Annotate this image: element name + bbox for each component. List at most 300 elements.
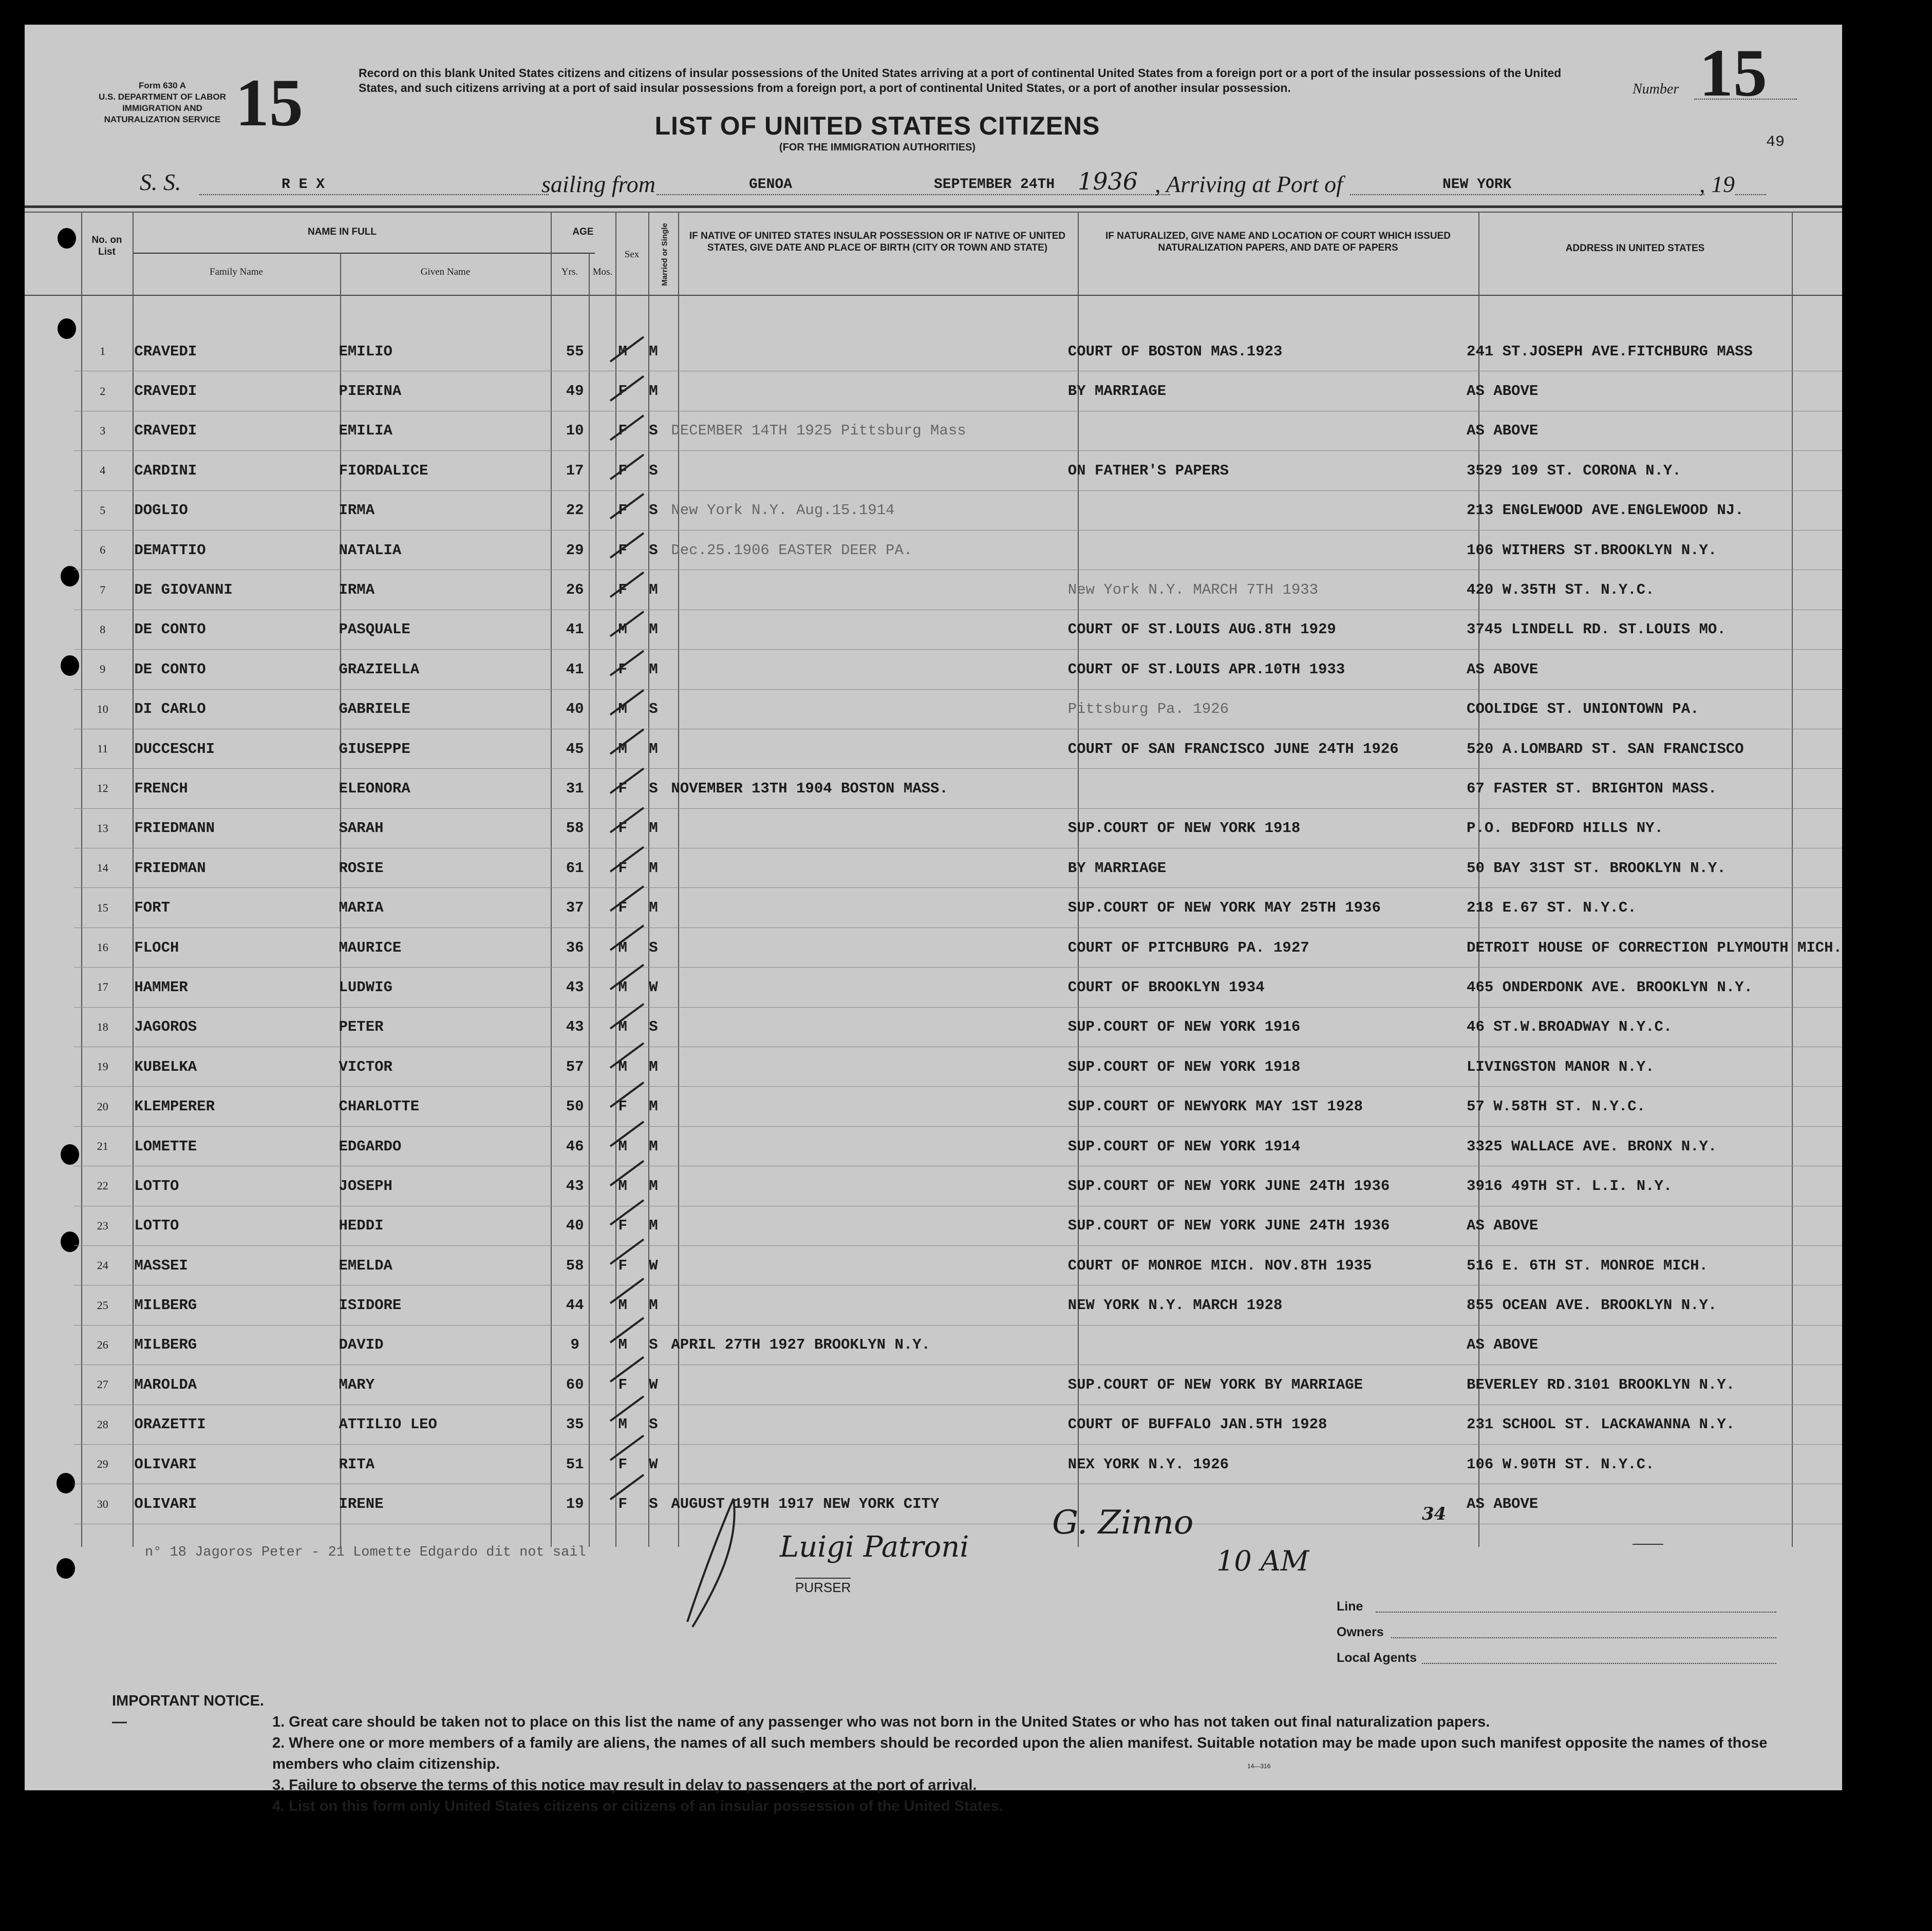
us-address: 106 WITHERS ST.BROOKLYN N.Y. [1464, 530, 1842, 570]
age-years: 60 [543, 1365, 606, 1405]
stamp-number-right: 15 [1699, 35, 1767, 110]
age-years: 19 [543, 1484, 606, 1524]
us-address: 465 ONDERDONK AVE. BROOKLYN N.Y. [1464, 968, 1842, 1007]
row-number: 11 [74, 729, 131, 768]
page-title: LIST OF UNITED STATES CITIZENS [654, 111, 1100, 140]
table-row [74, 610, 1842, 649]
us-address: AS ABOVE [1464, 1206, 1842, 1245]
naturalization-info: COURT OF BROOKLYN 1934 [1065, 968, 1464, 1007]
sex: F [607, 490, 639, 530]
port-underline [1350, 192, 1704, 195]
birth-info [668, 610, 1064, 649]
table-row [74, 1405, 1842, 1444]
corner-number: 49 [1766, 134, 1785, 151]
check-mark [610, 533, 644, 558]
table-row [74, 808, 1842, 848]
row-number: 30 [74, 1484, 131, 1524]
table-row [74, 1047, 1842, 1087]
us-address: 3745 LINDELL RD. ST.LOUIS MO. [1464, 610, 1842, 649]
check-mark [610, 925, 644, 950]
family-name: MILBERG [131, 1285, 335, 1325]
row-number: 12 [74, 769, 131, 808]
intro-text: Record on this blank United States citizens and citizens of insular possessions of the United States arriving at a port of continental United States from a foreign port or a port of the insular possessions of the United States, and such citizens arriving at a port of said insular possessions from a foreign port, a port of continental United States, or a port of another insular possession. [359, 66, 1562, 94]
family-name: FRENCH [131, 769, 335, 808]
sailing-date: SEPTEMBER 24TH [934, 177, 1055, 193]
given-name: CHARLOTTE [336, 1087, 543, 1126]
naturalization-info: SUP.COURT OF NEW YORK 1918 [1065, 1047, 1464, 1087]
table-row [74, 371, 1842, 411]
check-mark [610, 768, 644, 793]
check-mark [610, 690, 644, 715]
row-number: 25 [74, 1285, 131, 1325]
sex: F [607, 451, 639, 490]
sex: F [607, 411, 639, 450]
family-name: FLOCH [131, 927, 335, 967]
marital-status: M [639, 1126, 668, 1166]
check-mark [610, 1122, 644, 1146]
table-row [74, 888, 1842, 927]
form-number: Form 630 A [139, 81, 186, 90]
birth-info: New York N.Y. Aug.15.1914 [668, 490, 1064, 530]
check-mark [610, 729, 644, 754]
family-name: CARDINI [131, 451, 335, 490]
marital-status: M [639, 610, 668, 649]
family-name: KUBELKA [131, 1047, 335, 1087]
check-mark [610, 886, 644, 911]
sex: M [607, 1007, 639, 1047]
marital-status: M [639, 888, 668, 927]
age-years: 43 [543, 1166, 606, 1206]
line-label: Line [1337, 1599, 1363, 1614]
date-underline [656, 192, 1170, 195]
sex: M [607, 1285, 639, 1325]
given-name: VICTOR [336, 1047, 543, 1087]
check-mark [610, 847, 644, 872]
col-address-head: ADDRESS IN UNITED STATES [1565, 243, 1705, 254]
check-mark [610, 964, 644, 989]
line-underline [1376, 1610, 1776, 1613]
row-number: 27 [74, 1365, 131, 1405]
us-address: 67 FASTER ST. BRIGHTON MASS. [1464, 769, 1842, 808]
check-mark [610, 808, 644, 832]
age-years: 40 [543, 1206, 606, 1245]
owners-label: Owners [1337, 1625, 1384, 1639]
passenger-table [74, 332, 1842, 1524]
row-number: 9 [74, 650, 131, 689]
form-id [80, 80, 245, 125]
sex: F [607, 888, 639, 927]
family-name: OLIVARI [131, 1484, 335, 1524]
us-address: AS ABOVE [1464, 371, 1842, 411]
naturalization-info: COURT OF BUFFALO JAN.5TH 1928 [1065, 1405, 1464, 1444]
birth-info [668, 1405, 1064, 1444]
sex: F [607, 808, 639, 848]
us-address: 231 SCHOOL ST. LACKAWANNA N.Y. [1464, 1405, 1842, 1444]
sex: M [607, 1047, 639, 1087]
birth-info: APRIL 27TH 1927 BROOKLYN N.Y. [668, 1325, 1064, 1365]
given-name: MARIA [336, 888, 543, 927]
birth-info [668, 570, 1064, 610]
table-row [74, 968, 1842, 1007]
birth-info [668, 808, 1064, 848]
naturalization-info: SUP.COURT OF NEW YORK 1918 [1065, 808, 1464, 848]
check-mark [610, 1318, 644, 1342]
count-mark: 34 [1422, 1504, 1447, 1524]
given-name: GRAZIELLA [336, 650, 543, 689]
table-row [74, 1007, 1842, 1047]
sex: M [607, 1325, 639, 1365]
birth-info [668, 1245, 1064, 1285]
age-years: 61 [543, 848, 606, 888]
number-label: Number [1633, 81, 1679, 97]
row-number: 16 [74, 927, 131, 967]
row-number: 21 [74, 1126, 131, 1166]
check-mark [610, 376, 644, 401]
family-name: DOGLIO [131, 490, 335, 530]
port-to: NEW YORK [1442, 177, 1512, 193]
sex: F [607, 1444, 639, 1484]
family-name: DUCCESCHI [131, 729, 335, 768]
table-row [74, 1285, 1842, 1325]
age-years: 10 [543, 411, 606, 450]
col-naturalized-head: IF NATURALIZED, GIVE NAME AND LOCATION OF COURT WHICH ISSUED NATURALIZATION PAPERS, AND DATE OF PAPERS [1105, 231, 1451, 253]
given-name: EMILIA [336, 411, 543, 450]
notice-item-3: 3. Failure to observe the terms of this notice may result in delay to passengers at the port of arrival. [272, 1777, 977, 1793]
age-years: 40 [543, 689, 606, 729]
given-name: RITA [336, 1444, 543, 1484]
naturalization-info: COURT OF PITCHBURG PA. 1927 [1065, 927, 1464, 967]
sailing-label: sailing from [541, 171, 655, 197]
stamp-number-left: 15 [235, 65, 303, 140]
family-name: ORAZETTI [131, 1405, 335, 1444]
check-mark [610, 1161, 644, 1185]
row-number: 22 [74, 1166, 131, 1206]
table-row [74, 650, 1842, 689]
naturalization-info: SUP.COURT OF NEW YORK MAY 25TH 1936 [1065, 888, 1464, 927]
row-number: 8 [74, 610, 131, 649]
family-name: CRAVEDI [131, 371, 335, 411]
sex: M [607, 1166, 639, 1206]
owners-underline [1391, 1635, 1776, 1638]
table-row [74, 332, 1842, 371]
col-native-head: IF NATIVE OF UNITED STATES INSULAR POSSESSION OR IF NATIVE OF UNITED STATES, GIVE DATE AND PLACE OF BIRTH (CITY OR TOWN AND STATE) [689, 231, 1066, 253]
age-years: 31 [543, 769, 606, 808]
naturalization-info: SUP.COURT OF NEW YORK JUNE 24TH 1936 [1065, 1206, 1464, 1245]
col-no-head: No. on List [91, 235, 122, 257]
naturalization-info [1065, 411, 1464, 450]
given-name: PASQUALE [336, 610, 543, 649]
birth-info [668, 968, 1064, 1007]
table-row [74, 1206, 1842, 1245]
year-label: , 19 [1699, 171, 1735, 197]
sex: F [607, 1484, 639, 1524]
given-name: IRMA [336, 490, 543, 530]
age-years: 26 [543, 570, 606, 610]
family-name: DI CARLO [131, 689, 335, 729]
row-number: 24 [74, 1245, 131, 1285]
birth-info [668, 1365, 1064, 1405]
given-name: FIORDALICE [336, 451, 543, 490]
given-name: GIUSEPPE [336, 729, 543, 768]
naturalization-info [1065, 490, 1464, 530]
row-number: 28 [74, 1405, 131, 1444]
check-mark [610, 651, 644, 675]
age-years: 57 [543, 1047, 606, 1087]
us-address: 213 ENGLEWOOD AVE.ENGLEWOOD NJ. [1464, 490, 1842, 530]
purser-flourish [672, 1493, 795, 1637]
birth-info: NOVEMBER 13TH 1904 BOSTON MASS. [668, 769, 1064, 808]
marital-status: S [639, 1007, 668, 1047]
notice-item-2: 2. Where one or more members of a family are aliens, the names of all such members should be recorded upon the alien manifest. Suitable notation may be made upon such manifest opposite the names of those members who claim citizenship. [272, 1735, 1768, 1772]
us-address: 106 W.90TH ST. N.Y.C. [1464, 1444, 1842, 1484]
sex: M [607, 332, 639, 371]
sex: F [607, 371, 639, 411]
given-name: EMELDA [336, 1245, 543, 1285]
check-mark [610, 1279, 644, 1303]
header-rule [25, 205, 1842, 208]
given-name: LUDWIG [336, 968, 543, 1007]
family-name: DE GIOVANNI [131, 570, 335, 610]
name-head-rule [133, 253, 595, 254]
print-code: 14—316 [1247, 1763, 1271, 1770]
birth-info [668, 1206, 1064, 1245]
marital-status: M [639, 371, 668, 411]
birth-info [668, 1007, 1064, 1047]
given-name: PETER [336, 1007, 543, 1047]
birth-info [668, 332, 1064, 371]
year-underline [1735, 192, 1766, 195]
table-row [74, 1444, 1842, 1484]
row-number: 4 [74, 451, 131, 490]
check-mark [610, 1357, 644, 1381]
birth-info [668, 729, 1064, 768]
marital-status: M [639, 808, 668, 848]
service-line2: NATURALIZATION SERVICE [104, 115, 221, 124]
table-row [74, 1166, 1842, 1206]
birth-info [668, 1087, 1064, 1126]
marital-status: S [639, 411, 668, 450]
sex: F [607, 570, 639, 610]
row-number: 23 [74, 1206, 131, 1245]
naturalization-info: SUP.COURT OF NEWYORK MAY 1ST 1928 [1065, 1087, 1464, 1126]
given-name: EMILIO [336, 332, 543, 371]
birth-info: AUGUST 19TH 1917 NEW YORK CITY [668, 1484, 1064, 1524]
sex: M [607, 610, 639, 649]
us-address: 241 ST.JOSEPH AVE.FITCHBURG MASS [1464, 332, 1842, 371]
sex: M [607, 1126, 639, 1166]
age-years: 44 [543, 1285, 606, 1325]
row-number: 20 [74, 1087, 131, 1126]
row-number: 1 [74, 332, 131, 371]
given-name: PIERINA [336, 371, 543, 411]
port-from: GENOA [749, 177, 793, 193]
purser-label: PURSER [795, 1578, 851, 1596]
birth-info [668, 927, 1064, 967]
col-mos-head: Mos. [592, 267, 613, 277]
row-number: 15 [74, 888, 131, 927]
marital-status: M [639, 650, 668, 689]
naturalization-info: SUP.COURT OF NEW YORK JUNE 24TH 1936 [1065, 1166, 1464, 1206]
family-name: LOTTO [131, 1166, 335, 1206]
age-years: 41 [543, 650, 606, 689]
age-years: 41 [543, 610, 606, 649]
us-address: AS ABOVE [1464, 411, 1842, 450]
marital-status: S [639, 1325, 668, 1365]
family-name: LOMETTE [131, 1126, 335, 1166]
check-mark [610, 572, 644, 597]
us-address: 3529 109 ST. CORONA N.Y. [1464, 451, 1842, 490]
naturalization-info: Pittsburg Pa. 1926 [1065, 689, 1464, 729]
marital-status: M [639, 1166, 668, 1206]
col-family-head: Family Name [210, 267, 263, 277]
row-number: 5 [74, 490, 131, 530]
naturalization-info: NEX YORK N.Y. 1926 [1065, 1444, 1464, 1484]
sailing-year: 1936 [1078, 167, 1138, 195]
col-name-head: NAME IN FULL [307, 226, 377, 237]
sex: F [607, 769, 639, 808]
sex: M [607, 927, 639, 967]
given-name: ATTILIO LEO [336, 1405, 543, 1444]
row-number: 26 [74, 1325, 131, 1365]
age-years: 29 [543, 530, 606, 570]
binder-hole [57, 1558, 75, 1579]
check-mark [610, 1004, 644, 1029]
table-row [74, 689, 1842, 729]
sex: F [607, 530, 639, 570]
us-address: BEVERLEY RD.3101 BROOKLYN N.Y. [1464, 1365, 1842, 1405]
binder-hole [58, 228, 76, 249]
marital-status: S [639, 530, 668, 570]
sex: F [607, 1365, 639, 1405]
arriving-label: , Arriving at Port of [1155, 171, 1343, 197]
binder-hole [57, 1473, 75, 1493]
naturalization-info [1065, 530, 1464, 570]
us-address: 3916 49TH ST. L.I. N.Y. [1464, 1166, 1842, 1206]
table-row [74, 729, 1842, 768]
family-name: OLIVARI [131, 1444, 335, 1484]
given-name: ISIDORE [336, 1285, 543, 1325]
birth-info [668, 848, 1064, 888]
age-years: 43 [543, 1007, 606, 1047]
row-number: 19 [74, 1047, 131, 1087]
row-number: 3 [74, 411, 131, 450]
age-years: 50 [543, 1087, 606, 1126]
check-mark [610, 1475, 644, 1500]
ship-underline [199, 192, 549, 195]
given-name: MAURICE [336, 927, 543, 967]
sex: F [607, 650, 639, 689]
age-years: 58 [543, 1245, 606, 1285]
given-name: IRMA [336, 570, 543, 610]
table-row [74, 1126, 1842, 1166]
notice-label: IMPORTANT NOTICE.— [112, 1693, 264, 1730]
arrival-time: 10 AM [1216, 1545, 1309, 1577]
given-name: NATALIA [336, 530, 543, 570]
marital-status: M [639, 1285, 668, 1325]
us-address: 520 A.LOMBARD ST. SAN FRANCISCO [1464, 729, 1842, 768]
age-years: 45 [543, 729, 606, 768]
birth-info: Dec.25.1906 EASTER DEER PA. [668, 530, 1064, 570]
table-row [74, 451, 1842, 490]
binder-hole [58, 318, 76, 339]
given-name: SARAH [336, 808, 543, 848]
family-name: DE CONTO [131, 610, 335, 649]
us-address: COOLIDGE ST. UNIONTOWN PA. [1464, 689, 1842, 729]
birth-info: DECEMBER 14TH 1925 Pittsburg Mass [668, 411, 1064, 450]
naturalization-info: COURT OF ST.LOUIS APR.10TH 1933 [1065, 650, 1464, 689]
age-years: 51 [543, 1444, 606, 1484]
table-row [74, 570, 1842, 610]
marital-status: S [639, 769, 668, 808]
check-mark [610, 1435, 644, 1460]
marital-status: W [639, 1444, 668, 1484]
sex: F [607, 848, 639, 888]
family-name: MAROLDA [131, 1365, 335, 1405]
check-mark [610, 494, 644, 519]
family-name: FRIEDMAN [131, 848, 335, 888]
table-row [74, 1325, 1842, 1365]
marital-status: S [639, 1405, 668, 1444]
marital-status: S [639, 689, 668, 729]
check-mark [610, 1396, 644, 1421]
family-name: HAMMER [131, 968, 335, 1007]
given-name: MARY [336, 1365, 543, 1405]
us-address: 3325 WALLACE AVE. BRONX N.Y. [1464, 1126, 1842, 1166]
us-address: AS ABOVE [1464, 1325, 1842, 1365]
given-name: ELEONORA [336, 769, 543, 808]
birth-info [668, 1444, 1064, 1484]
naturalization-info: ON FATHER'S PAPERS [1065, 451, 1464, 490]
naturalization-info [1065, 1325, 1464, 1365]
age-years: 55 [543, 332, 606, 371]
naturalization-info: SUP.COURT OF NEW YORK BY MARRIAGE [1065, 1365, 1464, 1405]
marital-status: W [639, 968, 668, 1007]
birth-info [668, 1166, 1064, 1206]
marital-status: M [639, 1047, 668, 1087]
us-address: 50 BAY 31ST ST. BROOKLYN N.Y. [1464, 848, 1842, 888]
family-name: DE CONTO [131, 650, 335, 689]
header-rule-thin [25, 212, 1842, 213]
table-row [74, 1365, 1842, 1405]
marital-status: M [639, 332, 668, 371]
age-years: 43 [543, 968, 606, 1007]
family-name: MASSEI [131, 1245, 335, 1285]
table-row [74, 927, 1842, 967]
check-mark [610, 1043, 644, 1068]
ss-label: S. S. [140, 169, 181, 195]
us-address: DETROIT HOUSE OF CORRECTION PLYMOUTH MICH. [1464, 927, 1842, 967]
family-name: DEMATTIO [131, 530, 335, 570]
service-line1: IMMIGRATION AND [122, 103, 202, 113]
purser-signature: Luigi Patroni [780, 1530, 969, 1564]
table-row [74, 490, 1842, 530]
age-years: 35 [543, 1405, 606, 1444]
column-head-bottom [25, 295, 1842, 296]
table-row [74, 1245, 1842, 1285]
birth-info [668, 371, 1064, 411]
check-marks [538, 333, 708, 1514]
sex: M [607, 1405, 639, 1444]
age-years: 37 [543, 888, 606, 927]
age-years: 9 [543, 1325, 606, 1365]
birth-info [668, 650, 1064, 689]
row-number: 17 [74, 968, 131, 1007]
sex: M [607, 729, 639, 768]
given-name: EDGARDO [336, 1126, 543, 1166]
naturalization-info: COURT OF MONROE MICH. NOV.8TH 1935 [1065, 1245, 1464, 1285]
naturalization-info: BY MARRIAGE [1065, 848, 1464, 888]
given-name: GABRIELE [336, 689, 543, 729]
